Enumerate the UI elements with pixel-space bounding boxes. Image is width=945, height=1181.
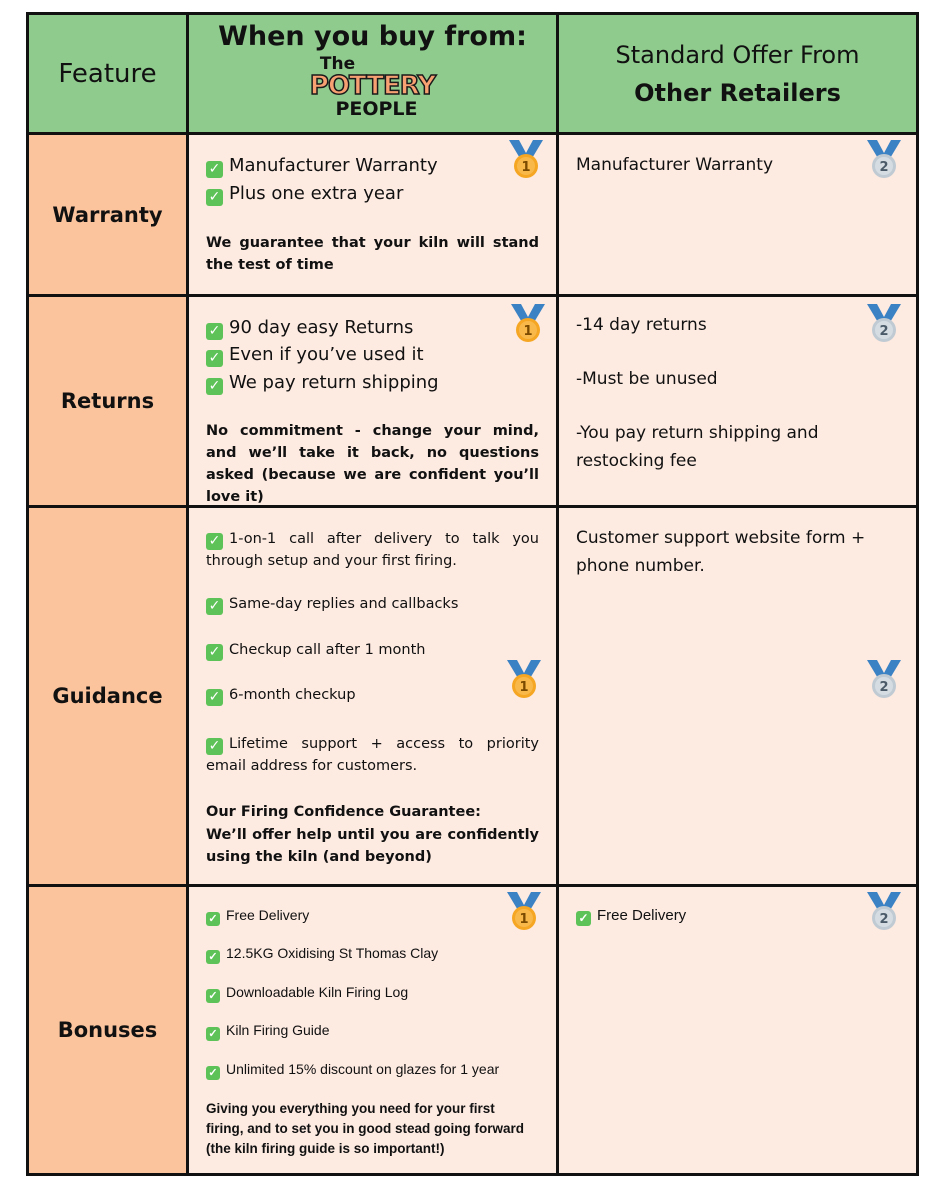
silver-medal-icon bbox=[865, 304, 903, 344]
list-item: ✓ Free Delivery bbox=[576, 907, 686, 926]
list-item: ✓ Checkup call after 1 month bbox=[206, 642, 426, 661]
list-item: ✓ Kiln Firing Guide bbox=[206, 1022, 330, 1041]
row-label-warranty: Warranty bbox=[26, 132, 189, 297]
header-ours-title: When you buy from: bbox=[218, 21, 527, 52]
svg-text:1: 1 bbox=[519, 680, 529, 695]
silver-medal-icon bbox=[865, 892, 903, 932]
row-label-guidance: Guidance bbox=[26, 505, 189, 887]
header-theirs-line1: Standard Offer From bbox=[615, 41, 860, 69]
guidance-ours-cell bbox=[186, 505, 559, 887]
returns-ours-cell bbox=[186, 294, 559, 508]
gold-medal-icon bbox=[509, 304, 547, 344]
check-icon: ✓ bbox=[206, 378, 223, 395]
svg-text:2: 2 bbox=[879, 324, 889, 339]
guidance-theirs-text: Customer support website form + phone number. bbox=[576, 528, 866, 576]
check-icon: ✓ bbox=[206, 644, 223, 661]
guidance-note: We’ll offer help until you are confidently using the kiln (and beyond) bbox=[206, 827, 539, 865]
check-icon: ✓ bbox=[206, 1066, 220, 1080]
guidance-note-title: Our Firing Confidence Guarantee: bbox=[206, 804, 481, 820]
svg-text:1: 1 bbox=[519, 912, 529, 927]
svg-text:2: 2 bbox=[879, 160, 889, 175]
gold-medal-icon bbox=[507, 140, 545, 180]
pottery-people-logo: The POTTERY PEOPLE bbox=[309, 54, 436, 120]
list-item: ✓ 1-on-1 call after delivery to talk you through setup and your first firing. bbox=[206, 531, 539, 569]
check-icon: ✓ bbox=[206, 189, 223, 206]
check-icon: ✓ bbox=[206, 1027, 220, 1041]
check-icon: ✓ bbox=[206, 689, 223, 706]
gold-medal-icon bbox=[505, 660, 543, 700]
header-feature-label: Feature bbox=[58, 58, 157, 89]
warranty-theirs-cell bbox=[556, 132, 919, 297]
silver-medal-icon bbox=[865, 660, 903, 700]
list-item: ✓ We pay return shipping bbox=[206, 372, 439, 395]
warranty-note: We guarantee that your kiln will stand the test of time bbox=[206, 235, 539, 273]
check-icon: ✓ bbox=[576, 911, 591, 926]
svg-text:2: 2 bbox=[879, 680, 889, 695]
list-item: ✓ Lifetime support + access to priority email address for customers. bbox=[206, 736, 539, 774]
list-item: ✓ Even if you’ve used it bbox=[206, 344, 424, 367]
check-icon: ✓ bbox=[206, 323, 223, 340]
svg-text:2: 2 bbox=[879, 912, 889, 927]
list-item: ✓ Same-day replies and callbacks bbox=[206, 596, 458, 615]
warranty-theirs-text: Manufacturer Warranty bbox=[576, 155, 774, 175]
list-item: -You pay return shipping and restocking fee bbox=[576, 423, 819, 471]
list-item: -Must be unused bbox=[576, 369, 718, 389]
check-icon: ✓ bbox=[206, 738, 223, 755]
svg-text:1: 1 bbox=[521, 160, 531, 175]
bonuses-ours-cell bbox=[186, 884, 559, 1176]
silver-medal-icon bbox=[865, 140, 903, 180]
row-label-returns: Returns bbox=[26, 294, 189, 508]
returns-theirs-cell bbox=[556, 294, 919, 508]
list-item: ✓ Downloadable Kiln Firing Log bbox=[206, 984, 408, 1003]
warranty-ours-cell bbox=[186, 132, 559, 297]
check-icon: ✓ bbox=[206, 950, 220, 964]
check-icon: ✓ bbox=[206, 989, 220, 1003]
returns-note: No commitment - change your mind, and we’ll take it back, no questions asked (because we are confident you’ll love it) bbox=[206, 423, 539, 505]
list-item: ✓ 6-month checkup bbox=[206, 687, 356, 706]
check-icon: ✓ bbox=[206, 598, 223, 615]
row-label-bonuses: Bonuses bbox=[26, 884, 189, 1176]
bonuses-note: Giving you everything you need for your first firing, and to set you in good stead going forward (the kiln firing guide is so important!) bbox=[206, 1101, 524, 1156]
header-ours-cell bbox=[186, 12, 559, 135]
check-icon: ✓ bbox=[206, 350, 223, 367]
guidance-theirs-cell bbox=[556, 505, 919, 887]
gold-medal-icon bbox=[505, 892, 543, 932]
list-item: ✓ 12.5KG Oxidising St Thomas Clay bbox=[206, 945, 438, 964]
list-item: ✓ 90 day easy Returns bbox=[206, 317, 413, 340]
header-theirs-cell bbox=[556, 12, 919, 135]
check-icon: ✓ bbox=[206, 161, 223, 178]
list-item: ✓ Manufacturer Warranty bbox=[206, 155, 438, 178]
comparison-table bbox=[26, 12, 919, 1176]
bonuses-theirs-cell bbox=[556, 884, 919, 1176]
list-item: ✓ Unlimited 15% discount on glazes for 1 year bbox=[206, 1061, 499, 1080]
header-feature-cell bbox=[26, 12, 189, 135]
svg-text:1: 1 bbox=[523, 324, 533, 339]
check-icon: ✓ bbox=[206, 533, 223, 550]
list-item: ✓ Plus one extra year bbox=[206, 183, 403, 206]
check-icon: ✓ bbox=[206, 912, 220, 926]
list-item: ✓ Free Delivery bbox=[206, 907, 309, 926]
header-theirs-line2: Other Retailers bbox=[634, 79, 841, 107]
list-item: -14 day returns bbox=[576, 315, 707, 335]
